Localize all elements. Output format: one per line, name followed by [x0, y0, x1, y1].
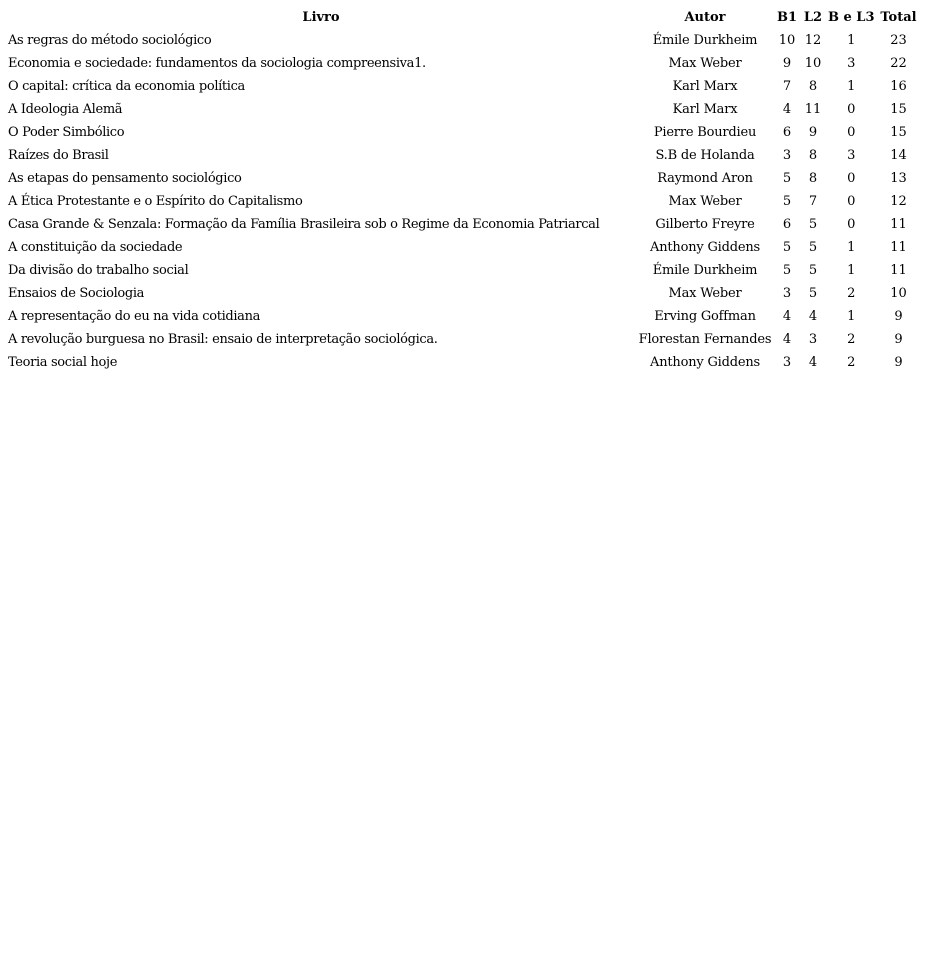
book-title: Teoria social hoje: [8, 355, 118, 370]
book-author: Max Weber: [668, 194, 742, 209]
table-row: [7, 76, 920, 97]
count-b1: 5: [782, 240, 792, 255]
count-l2: 5: [808, 240, 818, 255]
book-title: A representação do eu na vida cotidiana: [8, 309, 260, 324]
count-b1: 4: [782, 102, 792, 117]
count-b-e-l3: 1: [847, 263, 856, 278]
count-b1: 7: [782, 79, 792, 94]
count-l2: 9: [808, 125, 818, 140]
table-row: [7, 306, 920, 327]
count-b-e-l3: 3: [847, 56, 856, 71]
count-b-e-l3: 0: [847, 194, 856, 209]
count-total: 14: [890, 148, 907, 163]
count-total: 11: [890, 217, 907, 232]
count-b1: 5: [782, 263, 792, 278]
count-b1: 4: [782, 309, 792, 324]
table-row: [7, 122, 920, 143]
count-l2: 5: [808, 263, 818, 278]
table-row: [7, 260, 920, 281]
count-l2: 7: [808, 194, 818, 209]
book-title: Ensaios de Sociologia: [8, 286, 145, 301]
count-total: 16: [890, 79, 907, 94]
table-body: [7, 30, 920, 373]
book-title: O Poder Simbólico: [8, 125, 125, 140]
book-title: As regras do método sociológico: [8, 33, 212, 48]
book-title: Da divisão do trabalho social: [8, 263, 189, 278]
count-b1: 5: [782, 194, 792, 209]
book-author: Karl Marx: [672, 79, 738, 94]
book-author: Anthony Giddens: [650, 355, 760, 370]
count-l2: 5: [808, 286, 818, 301]
count-b1: 6: [782, 217, 792, 232]
count-l2: 4: [808, 355, 818, 370]
book-author: Raymond Aron: [657, 171, 753, 186]
table-row: [7, 214, 920, 235]
count-total: 9: [894, 332, 903, 347]
count-total: 23: [890, 33, 907, 48]
count-total: 11: [890, 240, 907, 255]
count-l2: 8: [808, 79, 818, 94]
count-total: 22: [890, 56, 907, 71]
count-l2: 12: [804, 33, 822, 48]
book-author: S.B de Holanda: [655, 148, 755, 163]
count-total: 11: [890, 263, 907, 278]
count-b-e-l3: 0: [847, 171, 856, 186]
table-row: [7, 53, 920, 74]
book-author: Anthony Giddens: [650, 240, 760, 255]
book-author: Pierre Bourdieu: [653, 125, 757, 140]
book-title: Casa Grande & Senzala: Formação da Família Brasileira sob o Regime da Economia Patriarcal: [8, 217, 600, 232]
count-b1: 9: [782, 56, 792, 71]
table-header: [7, 7, 920, 28]
header-b-e-l3: B e L3: [828, 10, 875, 25]
count-l2: 4: [808, 309, 818, 324]
books-table: [5, 5, 922, 375]
count-b-e-l3: 1: [847, 33, 856, 48]
book-author: Max Weber: [668, 56, 742, 71]
count-l2: 11: [804, 102, 822, 117]
book-author: Max Weber: [668, 286, 742, 301]
table-row: [7, 329, 920, 350]
count-b1: 4: [782, 332, 792, 347]
count-b-e-l3: 1: [847, 240, 856, 255]
header-l2: L2: [803, 10, 823, 25]
count-l2: 3: [808, 332, 818, 347]
book-title: Economia e sociedade: fundamentos da sociologia compreensiva1.: [8, 56, 426, 71]
header-autor: Autor: [684, 10, 726, 25]
header-livro: Livro: [302, 10, 340, 25]
book-author: Karl Marx: [672, 102, 738, 117]
book-title: As etapas do pensamento sociológico: [8, 171, 242, 186]
count-total: 9: [894, 309, 903, 324]
header-total: Total: [880, 10, 917, 25]
count-b1: 3: [782, 355, 792, 370]
count-total: 15: [890, 125, 907, 140]
count-b-e-l3: 2: [847, 332, 856, 347]
table-row: [7, 237, 920, 258]
count-b-e-l3: 2: [847, 355, 856, 370]
book-title: A constituição da sociedade: [8, 240, 183, 255]
count-b-e-l3: 3: [847, 148, 856, 163]
count-b-e-l3: 2: [847, 286, 856, 301]
header-row: [7, 7, 920, 28]
book-author: Erving Goffman: [654, 309, 756, 324]
table-row: [7, 168, 920, 189]
table-row: [7, 191, 920, 212]
book-title: A revolução burguesa no Brasil: ensaio de interpretação sociológica.: [8, 332, 438, 347]
count-l2: 8: [808, 171, 818, 186]
count-b1: 3: [782, 148, 792, 163]
book-title: O capital: crítica da economia política: [8, 79, 245, 94]
count-b1: 6: [782, 125, 792, 140]
table-row: [7, 30, 920, 51]
table-row: [7, 145, 920, 166]
count-b-e-l3: 1: [847, 309, 856, 324]
count-b1: 10: [778, 33, 796, 48]
header-b1: B1: [776, 10, 798, 25]
table-row: [7, 99, 920, 120]
count-total: 10: [890, 286, 907, 301]
table-row: [7, 352, 920, 373]
count-total: 9: [894, 355, 903, 370]
book-author: Gilberto Freyre: [655, 217, 755, 232]
book-author: Émile Durkheim: [652, 263, 758, 278]
count-total: 12: [890, 194, 907, 209]
table-row: [7, 283, 920, 304]
book-author: Florestan Fernandes: [638, 332, 772, 347]
count-b-e-l3: 1: [847, 79, 856, 94]
count-b1: 5: [782, 171, 792, 186]
count-l2: 5: [808, 217, 818, 232]
count-l2: 8: [808, 148, 818, 163]
book-title: A Ética Protestante e o Espírito do Capitalismo: [8, 194, 303, 209]
count-b-e-l3: 0: [847, 102, 856, 117]
book-title: Raízes do Brasil: [8, 148, 109, 163]
count-b1: 3: [782, 286, 792, 301]
count-total: 13: [890, 171, 907, 186]
count-b-e-l3: 0: [847, 125, 856, 140]
count-l2: 10: [804, 56, 822, 71]
book-author: Émile Durkheim: [652, 33, 758, 48]
book-title: A Ideologia Alemã: [8, 102, 123, 117]
count-total: 15: [890, 102, 907, 117]
count-b-e-l3: 0: [847, 217, 856, 232]
